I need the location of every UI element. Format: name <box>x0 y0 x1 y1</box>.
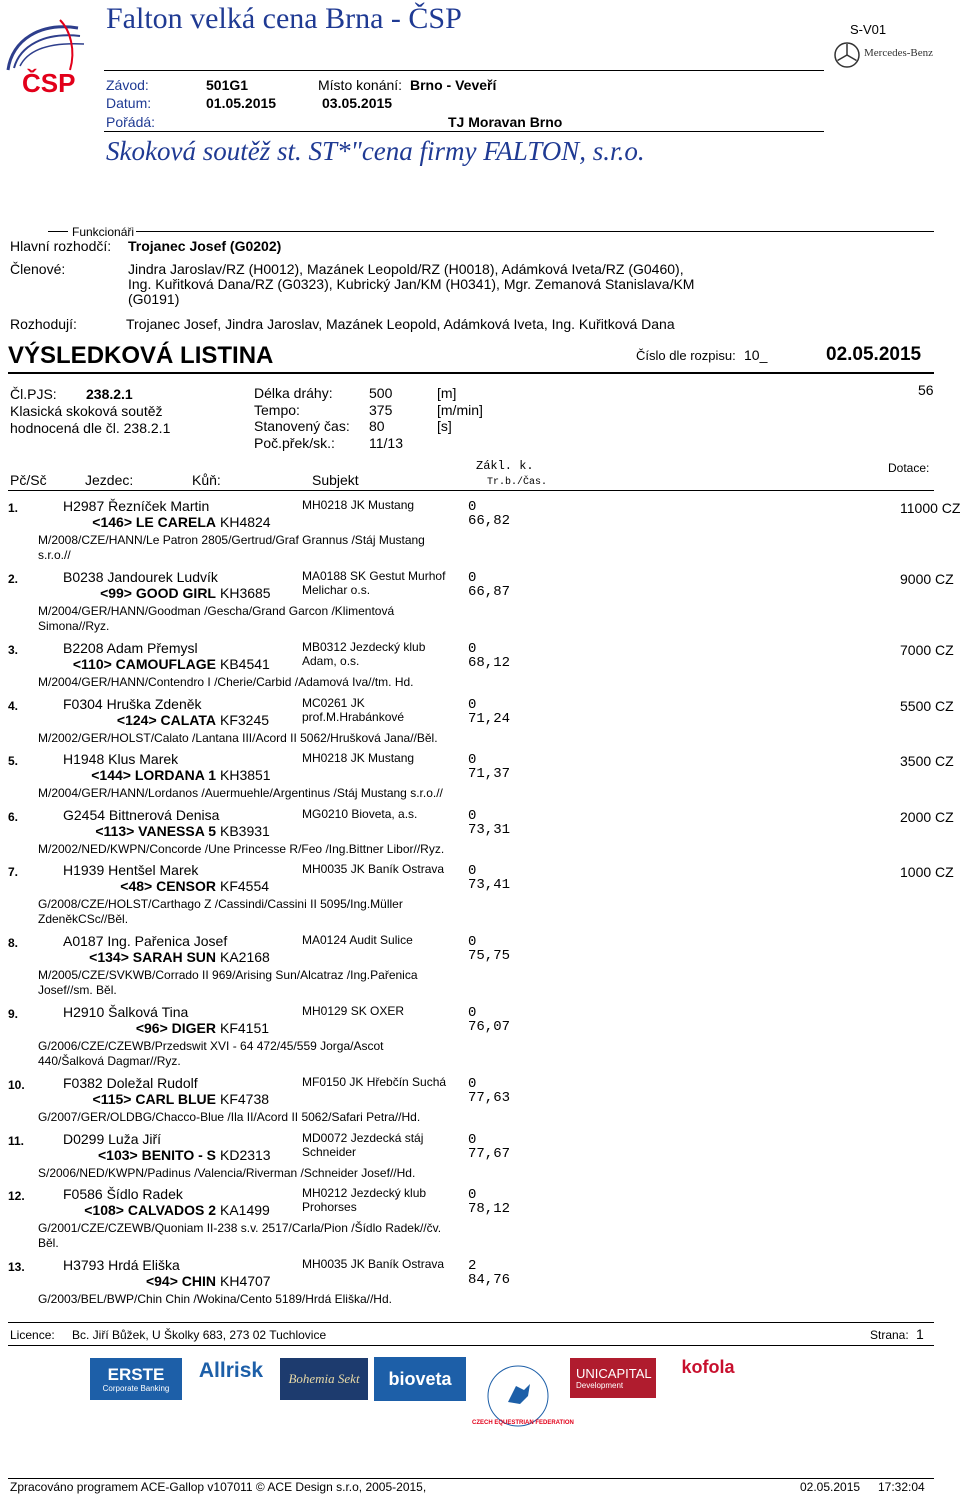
result-club-2: Prohorses <box>302 1200 357 1214</box>
bohemia-logo <box>280 1358 368 1400</box>
col-trb: Tr.b./Čas. <box>487 477 548 488</box>
cas-label: Stanovený čas: <box>254 418 350 434</box>
result-time: 73,41 <box>468 877 511 893</box>
fei-logo <box>472 1356 574 1436</box>
result-penalty: 0 <box>468 499 477 515</box>
result-time: 73,31 <box>468 822 511 838</box>
result-info-1: M/2004/GER/HANN/Lordanos /Auermuehle/Argentinus /Stáj Mustang s.r.o.// <box>38 786 443 800</box>
footer-rule-2 <box>8 1345 934 1346</box>
result-rank: 1. <box>8 501 19 515</box>
result-horse-id: KD2313 <box>220 1147 271 1163</box>
delka-unit: [m] <box>437 385 457 401</box>
result-horse-id: KA1499 <box>220 1202 270 1218</box>
clenove-line3: (G0191) <box>128 291 180 307</box>
result-horse: <110> CAMOUFLAGE <box>72 656 216 672</box>
result-time: 77,63 <box>468 1090 511 1106</box>
bioveta-logo <box>374 1357 466 1401</box>
clenove-line2: Ing. Kuřitková Dana/RZ (G0323), Kubrický Jan/KM (H0341), Mgr. Zemanová Stanislava/KM <box>128 276 695 292</box>
erste-logo <box>90 1358 182 1400</box>
result-info-2: Běl. <box>38 1236 59 1250</box>
event-title: Falton velká cena Brna - ČSP <box>106 2 462 35</box>
result-rank: 5. <box>8 754 19 768</box>
result-rank: 10. <box>8 1078 25 1092</box>
result-penalty: 0 <box>468 1005 477 1021</box>
result-rank: 9. <box>8 1007 19 1021</box>
starters-count: 56 <box>918 382 934 398</box>
datum-to: 03.05.2015 <box>322 95 393 111</box>
result-info-2: s.r.o.// <box>38 548 71 562</box>
result-penalty: 0 <box>468 1132 477 1148</box>
misto-label: Místo konání: <box>318 77 403 93</box>
result-info-2: Josef//sm. Běl. <box>38 983 117 997</box>
result-club-2: prof.M.Hrabánkové <box>302 710 405 724</box>
result-time: 76,07 <box>468 1019 511 1035</box>
result-penalty: 0 <box>468 1187 477 1203</box>
licence-value: Bc. Jiří Bůžek, U Školky 683, 273 02 Tuchlovice <box>72 1328 327 1342</box>
results-date: 02.05.2015 <box>826 344 922 365</box>
cas-value: 80 <box>369 418 385 434</box>
result-horse: <108> CALVADOS 2 <box>84 1202 216 1218</box>
processed-text: Zpracováno programem ACE-Gallop v107011 © ACE Design s.r.o, 2005-2015, <box>10 1480 427 1494</box>
result-club: MH0035 JK Baník Ostrava <box>302 1257 445 1271</box>
result-penalty: 0 <box>468 752 477 768</box>
result-club-2: Melichar o.s. <box>302 583 371 597</box>
hlavni-label: Hlavní rozhodčí: <box>10 238 112 254</box>
result-horse-id: KA2168 <box>220 949 270 965</box>
processed-time: 17:32:04 <box>878 1480 925 1494</box>
result-horse: <115> CARL BLUE <box>92 1091 216 1107</box>
result-rider: F0382 Doležal Rudolf <box>63 1075 198 1091</box>
zavod-value: 501G1 <box>206 77 249 93</box>
result-time: 77,67 <box>468 1146 511 1162</box>
result-club: MB0312 Jezdecký klub <box>302 640 426 654</box>
cas-unit: [s] <box>437 418 452 434</box>
result-club-2: Schneider <box>302 1145 357 1159</box>
result-club-2: Adam, o.s. <box>302 654 360 668</box>
result-horse: <48> CENSOR <box>120 878 216 894</box>
result-penalty: 0 <box>468 863 477 879</box>
result-horse-id: KF3245 <box>220 712 270 728</box>
result-horse-id: KF4554 <box>220 878 270 894</box>
result-info-1: M/2004/GER/HANN/Contendro I /Cherie/Carbid /Adamová Iva//tm. Hd. <box>38 675 414 689</box>
col-dotace: Dotace: <box>888 461 930 475</box>
kofola-logo <box>660 1354 756 1380</box>
result-horse-id: KF4151 <box>220 1020 270 1036</box>
result-rider: F0586 Šídlo Radek <box>63 1186 183 1202</box>
delka-label: Délka dráhy: <box>254 385 333 401</box>
result-info-2: ZdeněkCSc//Běl. <box>38 912 129 926</box>
cislo-value: 10_ <box>744 347 768 363</box>
form-code: S-V01 <box>850 22 887 37</box>
result-info-1: S/2006/NED/KWPN/Padinus /Valencia/Riverman /Schneider Josef//Hd. <box>38 1166 416 1180</box>
result-penalty: 0 <box>468 808 477 824</box>
result-rider: B0238 Jandourek Ludvík <box>63 569 218 585</box>
pjs-label: Čl.PJS: <box>10 386 57 402</box>
unicapital-sub: Development <box>576 1381 624 1390</box>
comp-desc-2: hodnocená dle čl. 238.2.1 <box>10 420 171 436</box>
col-subjekt: Subjekt <box>312 472 359 488</box>
zavod-label: Závod: <box>106 77 149 93</box>
result-rank: 2. <box>8 572 19 586</box>
col-pc: Pč/Sč <box>10 472 47 488</box>
result-rank: 11. <box>8 1134 25 1148</box>
unicapital-text: UNICAPITAL <box>576 1366 652 1381</box>
csp-logo-text: ČSP <box>22 68 76 98</box>
datum-label: Datum: <box>106 95 152 111</box>
bottom-rule <box>8 1478 934 1479</box>
unicapital-logo <box>570 1358 656 1398</box>
result-info-1: G/2001/CZE/CZEWB/Quoniam II-238 s.v. 2517/Carla/Pion /Šídlo Radek//čv. <box>38 1221 442 1235</box>
result-info-1: M/2005/CZE/SVKWB/Corrado II 969/Arising Sun/Alcatraz /Ing.Pařenica <box>38 968 418 982</box>
kofola-text: kofola <box>681 1356 735 1377</box>
competition-title: Skoková soutěž st. ST*"cena firmy FALTON, s.r.o. <box>106 136 645 166</box>
result-info-1: G/2003/BEL/BWP/Chin Chin /Wokina/Cento 5189/Hrdá Eliška//Hd. <box>38 1292 392 1306</box>
result-horse-id: KH4824 <box>220 514 271 530</box>
result-time: 78,12 <box>468 1201 511 1217</box>
result-horse-id: KH3851 <box>220 767 271 783</box>
results-title: VÝSLEDKOVÁ LISTINA <box>8 342 274 369</box>
officials-rule-left <box>48 231 68 232</box>
result-club: MC0261 JK <box>302 696 365 710</box>
prek-label: Poč.přek/sk.: <box>254 435 335 451</box>
result-time: 71,24 <box>468 711 511 727</box>
result-horse: <94> CHIN <box>145 1273 216 1289</box>
result-club: MH0218 JK Mustang <box>302 498 415 512</box>
result-info-1: M/2002/NED/KWPN/Concorde /Une Princesse R/Feo /Ing.Bittner Libor//Ryz. <box>38 842 445 856</box>
comp-desc-1: Klasická skoková soutěž <box>10 403 163 419</box>
result-info-1: M/2008/CZE/HANN/Le Patron 2805/Gertrud/Graf Grannus /Stáj Mustang <box>38 533 425 547</box>
csp-logo <box>0 10 92 100</box>
result-prize: 2000 CZ <box>900 809 954 825</box>
allrisk-logo <box>186 1356 276 1386</box>
result-horse: <124> CALATA <box>116 712 216 728</box>
result-club: MH0212 Jezdecký klub <box>302 1186 427 1200</box>
result-info-1: G/2006/CZE/CZEWB/Przedswit XVI - 64 472/45/559 Jorga/Ascot <box>38 1039 384 1053</box>
result-time: 84,76 <box>468 1272 511 1288</box>
result-rank: 3. <box>8 643 19 657</box>
result-horse: <103> BENITO - S <box>97 1147 216 1163</box>
result-horse: <146> LE CARELA <box>92 514 216 530</box>
result-info-2: 440/Šalková Dagmar//Ryz. <box>38 1054 181 1068</box>
strana-label: Strana: <box>870 1328 909 1342</box>
result-club: MG0210 Bioveta, a.s. <box>302 807 418 821</box>
result-prize: 3500 CZ <box>900 753 954 769</box>
cislo-label: Číslo dle rozpisu: <box>636 348 736 363</box>
result-rank: 6. <box>8 810 19 824</box>
result-club: MH0218 JK Mustang <box>302 751 415 765</box>
result-rider: A0187 Ing. Pařenica Josef <box>63 933 228 949</box>
porada-value: TJ Moravan Brno <box>448 114 563 130</box>
result-club: MA0188 SK Gestut Murhof <box>302 569 446 583</box>
col-kun: Kůň: <box>192 472 221 488</box>
result-time: 75,75 <box>468 948 511 964</box>
result-penalty: 2 <box>468 1258 477 1274</box>
event-rule <box>104 131 824 132</box>
officials-rule-right <box>136 231 934 232</box>
result-rank: 13. <box>8 1260 25 1274</box>
bioveta-text: bioveta <box>388 1368 452 1389</box>
result-penalty: 0 <box>468 934 477 950</box>
porada-label: Pořádá: <box>106 114 156 130</box>
result-info-2: Simona//Ryz. <box>38 619 110 633</box>
result-time: 66,87 <box>468 584 511 600</box>
result-horse: <144> LORDANA 1 <box>91 767 216 783</box>
header-rule <box>104 70 824 71</box>
result-rider: H3793 Hrdá Eliška <box>63 1257 180 1273</box>
bohemia-text: Bohemia Sekt <box>288 1371 360 1386</box>
result-rider: H1948 Klus Marek <box>63 751 179 767</box>
strana-value: 1 <box>916 1326 924 1342</box>
mercedes-logo <box>832 40 932 70</box>
result-info-1: M/2004/GER/HANN/Goodman /Gescha/Grand Garcon /Klimentová <box>38 604 395 618</box>
result-horse: <99> GOOD GIRL <box>100 585 216 601</box>
result-info-1: G/2007/GER/OLDBG/Chacco-Blue /Ila II/Acord II 5062/Safari Petra//Hd. <box>38 1110 421 1124</box>
result-horse-id: KB4541 <box>220 656 270 672</box>
result-rider: G2454 Bittnerová Denisa <box>63 807 220 823</box>
rozhoduji-value: Trojanec Josef, Jindra Jaroslav, Mazánek Leopold, Adámková Iveta, Ing. Kuřitková Dana <box>126 316 675 332</box>
columns-rule <box>8 490 934 491</box>
allrisk-text: Allrisk <box>198 1359 264 1382</box>
misto-value: Brno - Veveří <box>410 77 497 93</box>
result-penalty: 0 <box>468 641 477 657</box>
result-rider: B2208 Adam Přemysl <box>63 640 198 656</box>
result-rider: D0299 Luža Jiří <box>63 1131 162 1147</box>
result-rider: F0304 Hruška Zdeněk <box>63 696 202 712</box>
result-club: MD0072 Jezdecká stáj <box>302 1131 424 1145</box>
result-penalty: 0 <box>468 570 477 586</box>
result-info-1: M/2002/GER/HOLST/Calato /Lantana III/Acord II 5062/Hrušková Jana//Běl. <box>38 731 438 745</box>
result-club: MF0150 JK Hřebčín Suchá <box>302 1075 447 1089</box>
result-penalty: 0 <box>468 1076 477 1092</box>
result-time: 66,82 <box>468 513 511 529</box>
result-penalty: 0 <box>468 697 477 713</box>
fei-text: CZECH EQUESTRIAN FEDERATION <box>472 1420 574 1426</box>
result-horse-id: KF4738 <box>220 1091 270 1107</box>
result-rank: 12. <box>8 1189 25 1203</box>
result-prize: 5500 CZ <box>900 698 954 714</box>
result-time: 71,37 <box>468 766 511 782</box>
datum-from: 01.05.2015 <box>206 95 277 111</box>
prek-value: 11/13 <box>369 435 403 451</box>
tempo-unit: [m/min] <box>437 402 483 418</box>
col-zakl: Zákl. k. <box>476 459 534 473</box>
hlavni-value: Trojanec Josef (G0202) <box>128 238 282 254</box>
licence-label: Licence: <box>10 1328 55 1342</box>
tempo-value: 375 <box>369 402 393 418</box>
result-rider: H1939 Hentšel Marek <box>63 862 199 878</box>
col-jezdec: Jezdec: <box>85 472 134 488</box>
results-rule <box>8 372 934 374</box>
result-horse: <113> VANESSA 5 <box>95 823 216 839</box>
tempo-label: Tempo: <box>254 402 300 418</box>
result-time: 68,12 <box>468 655 511 671</box>
rozhoduji-label: Rozhodují: <box>10 316 77 332</box>
result-horse: <134> SARAH SUN <box>89 949 216 965</box>
clenove-line1: Jindra Jaroslav/RZ (H0012), Mazánek Leopold/RZ (H0018), Adámková Iveta/RZ (G0460), <box>128 261 684 277</box>
result-horse-id: KB3931 <box>220 823 270 839</box>
result-prize: 9000 CZ <box>900 571 954 587</box>
result-horse: <96> DIGER <box>135 1020 216 1036</box>
result-horse-id: KH4707 <box>220 1273 271 1289</box>
result-club: MA0124 Audit Sulice <box>302 933 413 947</box>
result-rider: H2910 Šalková Tina <box>63 1004 189 1020</box>
result-prize: 11000 CZ <box>900 500 960 516</box>
result-rank: 7. <box>8 865 19 879</box>
pjs-value: 238.2.1 <box>86 386 133 402</box>
result-rank: 4. <box>8 699 19 713</box>
delka-value: 500 <box>369 385 393 401</box>
result-prize: 1000 CZ <box>900 864 954 880</box>
clenove-label: Členové: <box>10 261 66 277</box>
officials-section-label: Funkcionáři <box>72 225 135 239</box>
result-horse-id: KH3685 <box>220 585 271 601</box>
result-prize: 7000 CZ <box>900 642 954 658</box>
result-rank: 8. <box>8 936 19 950</box>
erste-text: ERSTE <box>107 1364 165 1384</box>
result-rider: H2987 Řezníček Martin <box>63 498 210 514</box>
erste-sub: Corporate Banking <box>102 1383 170 1393</box>
result-club: MH0035 JK Baník Ostrava <box>302 862 445 876</box>
mercedes-text: Mercedes-Benz <box>864 47 934 59</box>
footer-rule <box>8 1322 934 1323</box>
result-club: MH0129 SK OXER <box>302 1004 405 1018</box>
processed-date: 02.05.2015 <box>800 1480 861 1494</box>
result-info-1: G/2008/CZE/HOLST/Carthago Z /Cassindi/Cassini II 5095/Ing.Müller <box>38 897 403 911</box>
